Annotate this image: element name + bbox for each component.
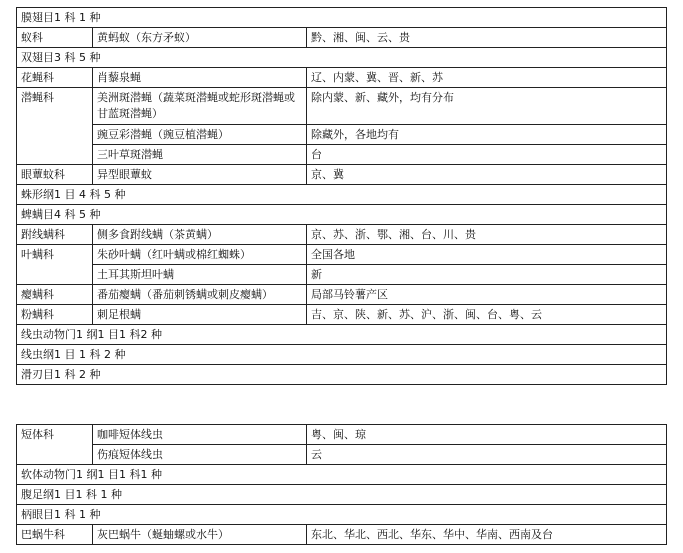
section-row	[17, 345, 667, 365]
distribution-cell: 京、苏、浙、鄂、湘、台、川、贵	[307, 225, 667, 245]
distribution-cell: 辽、内蒙、冀、晋、新、苏	[307, 68, 667, 88]
distribution-cell: 京、冀	[307, 165, 667, 185]
section-header: 滑刃目1 科 2 种	[17, 365, 667, 385]
distribution-cell: 粤、闽、琼	[307, 425, 667, 445]
family-cell: 巴蜗牛科	[17, 525, 93, 545]
table-row	[17, 305, 667, 325]
family-cell: 花蝇科	[17, 68, 93, 88]
section-row	[17, 485, 667, 505]
section-row	[17, 8, 667, 28]
section-row	[17, 185, 667, 205]
species-cell: 黄蚂蚁（东方矛蚁）	[93, 28, 307, 48]
species-cell: 咖啡短体线虫	[93, 425, 307, 445]
section-header: 膜翅目1 科 1 种	[17, 8, 667, 28]
family-cell: 眼蕈蚊科	[17, 165, 93, 185]
table-row	[17, 88, 667, 125]
species-cell: 美洲斑潜蝇（蔬菜斑潜蝇或蛇形斑潜蝇或甘蓝斑潜蝇）	[93, 88, 307, 125]
section-header: 线虫纲1 目 1 科 2 种	[17, 345, 667, 365]
table-row	[17, 145, 667, 165]
table-row	[17, 245, 667, 265]
section-row	[17, 505, 667, 525]
family-cell: 跗线螨科	[17, 225, 93, 245]
section-row	[17, 48, 667, 68]
distribution-cell: 吉、京、陕、新、苏、沪、浙、闽、台、粤、云	[307, 305, 667, 325]
table-row	[17, 125, 667, 145]
table-row	[17, 285, 667, 305]
table-row	[17, 165, 667, 185]
section-row	[17, 325, 667, 345]
section-header: 双翅目3 科 5 种	[17, 48, 667, 68]
family-cell: 粉螨科	[17, 305, 93, 325]
section-row	[17, 465, 667, 485]
distribution-cell: 云	[307, 445, 667, 465]
species-cell: 伤痕短体线虫	[93, 445, 307, 465]
distribution-cell: 黔、湘、闽、云、贵	[307, 28, 667, 48]
table-row	[17, 68, 667, 88]
table-row	[17, 525, 667, 545]
section-row	[17, 365, 667, 385]
distribution-cell: 东北、华北、西北、华东、华中、华南、西南及台	[307, 525, 667, 545]
species-cell: 刺足根螨	[93, 305, 307, 325]
species-cell: 肖藜泉蝇	[93, 68, 307, 88]
species-cell: 三叶草斑潜蝇	[93, 145, 307, 165]
section-header: 蛛形纲1 目 4 科 5 种	[17, 185, 667, 205]
section-header: 柄眼目1 科 1 种	[17, 505, 667, 525]
table-row	[17, 425, 667, 445]
distribution-cell: 除藏外，各地均有	[307, 125, 667, 145]
species-cell: 侧多食跗线螨（茶黄螨）	[93, 225, 307, 245]
table-row	[17, 265, 667, 285]
section-header: 蜱螨目4 科 5 种	[17, 205, 667, 225]
family-cell: 蚁科	[17, 28, 93, 48]
species-cell: 土耳其斯坦叶螨	[93, 265, 307, 285]
distribution-cell: 台	[307, 145, 667, 165]
section-header: 线虫动物门1 纲1 目1 科2 种	[17, 325, 667, 345]
distribution-cell: 局部马铃薯产区	[307, 285, 667, 305]
section-header: 腹足纲1 目1 科 1 种	[17, 485, 667, 505]
section-header: 软体动物门1 纲1 目1 科1 种	[17, 465, 667, 485]
table-row	[17, 28, 667, 48]
family-cell: 潜蝇科	[17, 88, 93, 165]
family-cell: 瘿螨科	[17, 285, 93, 305]
species-cell: 异型眼蕈蚊	[93, 165, 307, 185]
species-cell: 豌豆彩潜蝇（豌豆植潜蝇）	[93, 125, 307, 145]
family-cell: 叶螨科	[17, 245, 93, 285]
pest-table-part1	[16, 7, 667, 385]
pest-table-part2	[16, 424, 667, 545]
table-row	[17, 225, 667, 245]
family-cell: 短体科	[17, 425, 93, 465]
species-cell: 朱砂叶螨（红叶螨或棉红蜘蛛）	[93, 245, 307, 265]
distribution-cell: 全国各地	[307, 245, 667, 265]
table-row	[17, 445, 667, 465]
species-cell: 番茄瘿螨（番茄刺锈螨或刺皮瘿螨）	[93, 285, 307, 305]
species-cell: 灰巴蜗牛（蜒蚰螺或水牛）	[93, 525, 307, 545]
section-row	[17, 205, 667, 225]
distribution-cell: 除内蒙、新、藏外，均有分布	[307, 88, 667, 125]
distribution-cell: 新	[307, 265, 667, 285]
